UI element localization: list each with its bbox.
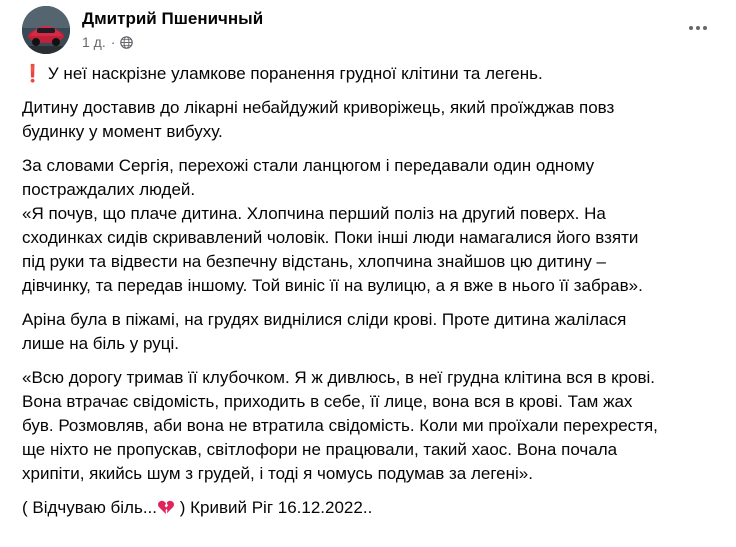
paragraph-1-text: У неї наскрізне уламкове поранення грудної клітини та легень. <box>47 64 543 83</box>
paragraph-6 <box>22 496 722 520</box>
post-time[interactable]: 1 д. <box>82 34 106 50</box>
author-name[interactable]: Дмитрий Пшеничный <box>82 9 264 28</box>
more-options-button[interactable] <box>680 14 716 42</box>
post-text <box>22 62 722 530</box>
post-header <box>22 6 722 54</box>
paragraph-3: За словами Сергія, перехожі стали ланцюгом і передавали один одному постраждалих людей. «Я почув, що плаче дитина. Хлопчина перший поліз на другий поверх. На сходинках сидів скривавлений чоловік. Поки інші люди намагалися його взяти під руки та відвести на безпечну відстань, хлопчина знайшов цю дитину – дівчинку, та передав іншому. Той виніс її на вулицю, а я вже в нього її забрав». <box>22 156 643 295</box>
paragraph-6-end: ) Кривий Ріг 16.12.2022.. <box>175 498 373 517</box>
paragraph-5: «Всю дорогу тримав її клубочком. Я ж дивлюсь, в неї грудна клітина вся в крові. Вона втрачає свідомість, приходить в себе, її лице, вона вся в крові. Там жах був. Розмовляв, аби вона не втратила свідомість. Коли ми проїхали перехрестя, ще ніхто не пропускав, світлофори не працювали, такий хаос. Вона почала хрипіти, якийсь шум з грудей, і тоді я чомусь подумав за легені». <box>22 368 658 483</box>
more-dot <box>703 26 707 30</box>
broken-heart-icon <box>157 499 175 515</box>
more-dot <box>696 26 700 30</box>
author-avatar[interactable] <box>22 6 70 54</box>
paragraph-2: Дитину доставив до лікарні небайдужий криворіжець, який проїжджав повз будинку у момент вибуху. <box>22 98 615 141</box>
paragraph-1 <box>22 62 722 86</box>
red-exclamation-icon: ❗ <box>22 64 44 83</box>
globe-icon[interactable] <box>120 36 133 49</box>
avatar-car-image <box>22 6 70 54</box>
paragraph-6-start: ( Відчуваю біль... <box>22 498 158 517</box>
post-meta <box>82 34 133 50</box>
more-horizontal-icon <box>689 26 693 30</box>
meta-separator: · <box>110 34 116 50</box>
paragraph-4: Аріна була в піжамі, на грудях виднілися сліди крові. Проте дитина жалілася лише на біль у руці. <box>22 310 627 353</box>
